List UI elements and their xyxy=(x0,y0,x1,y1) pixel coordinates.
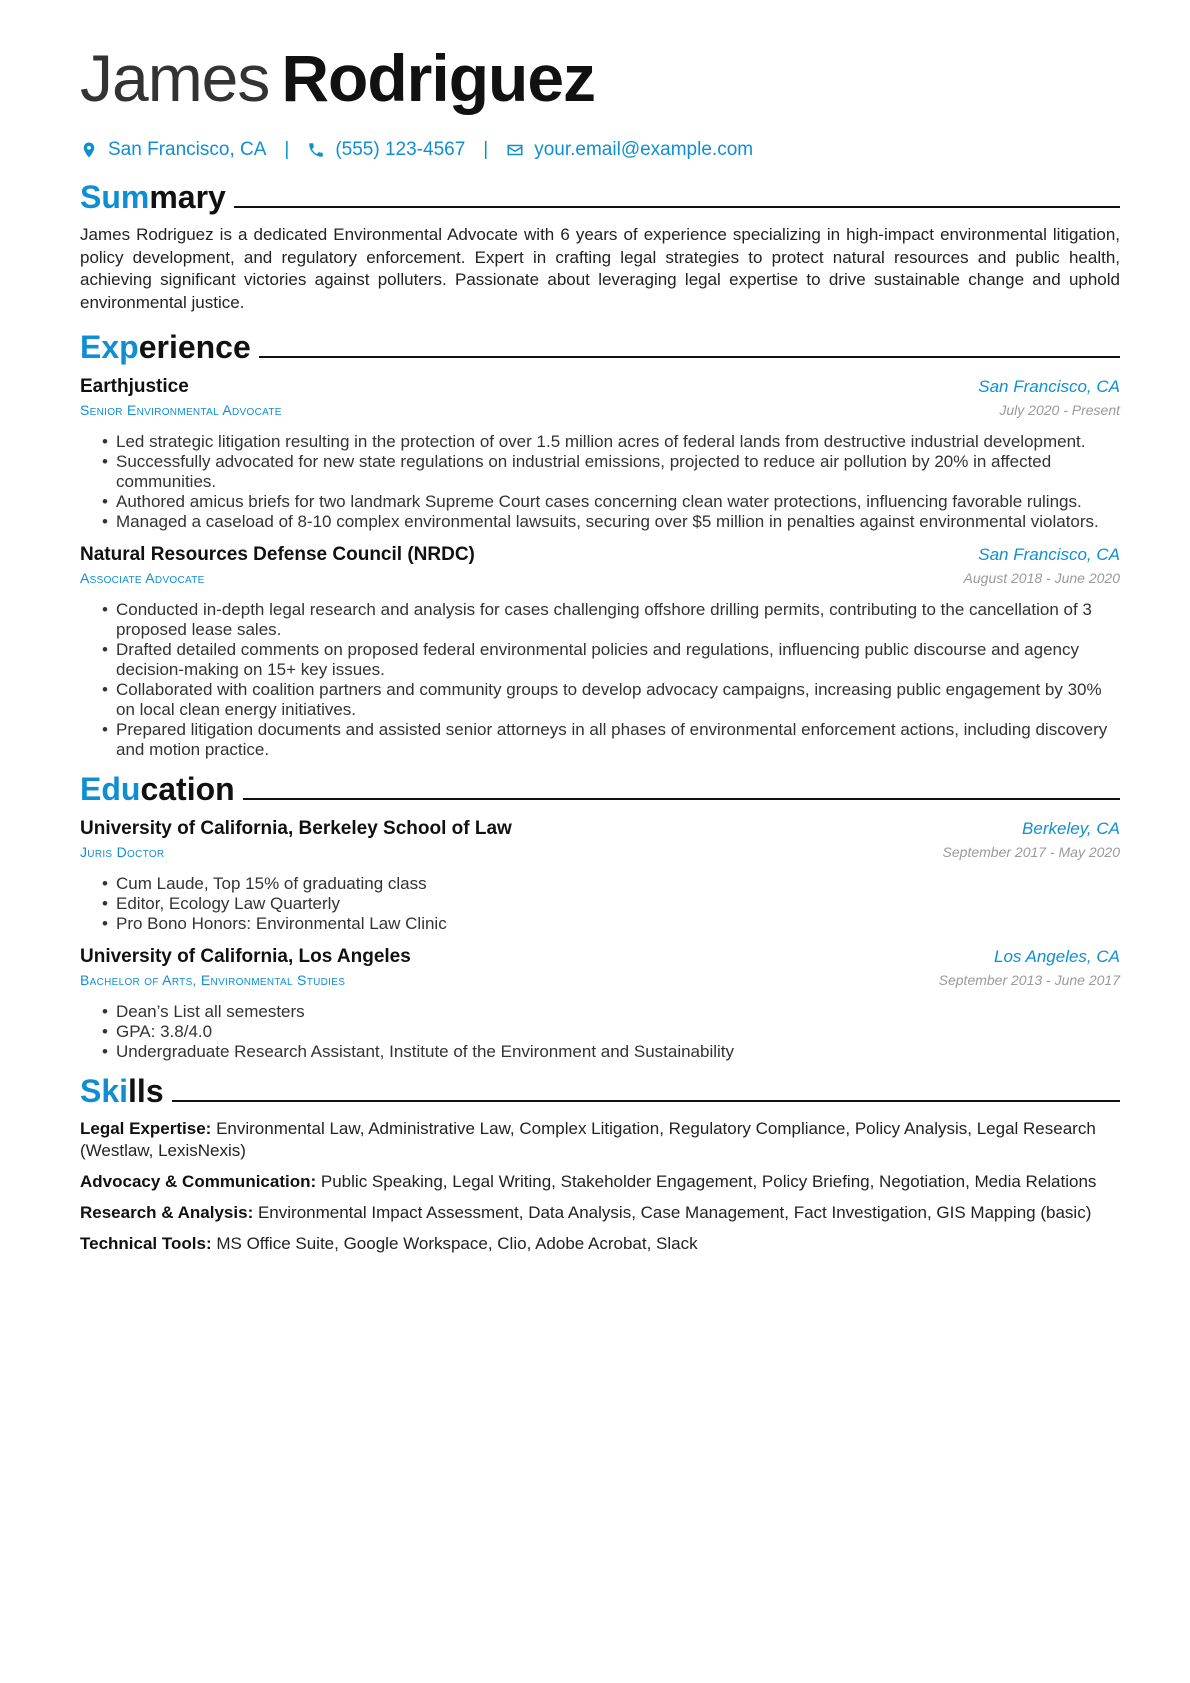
degree: Juris Doctor xyxy=(80,844,165,860)
school-location: Los Angeles, CA xyxy=(994,947,1120,966)
experience-entry xyxy=(80,374,1120,532)
contact-email[interactable] xyxy=(506,139,753,161)
skill-row xyxy=(80,1171,1120,1193)
skill-row xyxy=(80,1202,1120,1224)
bullet-list xyxy=(80,600,1120,760)
location-text: San Francisco, CA xyxy=(108,139,267,160)
section-rule xyxy=(259,356,1120,358)
section-title-rest: lls xyxy=(128,1073,164,1109)
bullet-item: • Drafted detailed comments on proposed federal environmental policies and regulations, influencing public discourse and agency decision-making on 15+ key issues. xyxy=(102,640,1120,680)
bullet-item: • GPA: 3.8/4.0 xyxy=(102,1022,1120,1042)
section-title xyxy=(80,328,251,366)
job-title: Senior Environmental Advocate xyxy=(80,402,282,418)
summary-text: James Rodriguez is a dedicated Environmental Advocate with 6 years of experience specializing in high-impact environmental litigation, policy development, and regulatory enforcement. Expert in crafting legal strategies to protect natural resources and public health, achieving significant victories against polluters. Passionate about leveraging legal expertise to drive sustainable change and uphold environmental justice. xyxy=(80,225,1120,312)
skill-row xyxy=(80,1118,1120,1162)
job-location: San Francisco, CA xyxy=(978,545,1120,564)
bullet-list xyxy=(80,432,1120,532)
section-title-rest: cation xyxy=(140,771,235,807)
job-title: Associate Advocate xyxy=(80,570,205,586)
section-title-accent: Edu xyxy=(80,771,141,807)
bullet-item: • Pro Bono Honors: Environmental Law Clinic xyxy=(102,914,1120,934)
school-dates: September 2017 - May 2020 xyxy=(942,844,1120,860)
school-location: Berkeley, CA xyxy=(1022,819,1120,838)
skill-label: Legal Expertise: xyxy=(80,1119,212,1138)
experience-entry xyxy=(80,542,1120,760)
employer-name: Natural Resources Defense Council (NRDC) xyxy=(80,544,475,565)
map-marker-icon xyxy=(80,140,98,160)
summary-heading xyxy=(80,178,1120,216)
skill-row xyxy=(80,1233,1120,1255)
section-title xyxy=(80,178,226,216)
education-entry xyxy=(80,816,1120,934)
section-title xyxy=(80,1072,164,1110)
phone-icon xyxy=(307,140,325,160)
contact-separator: | xyxy=(284,139,290,160)
section-title-rest: mary xyxy=(149,179,226,215)
contact-separator: | xyxy=(483,139,489,160)
contact-phone[interactable] xyxy=(307,139,465,161)
skills-heading xyxy=(80,1072,1120,1110)
job-dates: August 2018 - June 2020 xyxy=(963,570,1120,586)
experience-heading xyxy=(80,328,1120,366)
education-heading xyxy=(80,770,1120,808)
skill-label: Advocacy & Communication: xyxy=(80,1172,317,1191)
school-name: University of California, Berkeley School of Law xyxy=(80,818,512,839)
envelope-icon xyxy=(506,140,524,160)
section-title-rest: erience xyxy=(138,329,251,365)
phone-text: (555) 123-4567 xyxy=(335,139,466,160)
section-rule xyxy=(243,798,1120,800)
skill-label: Research & Analysis: xyxy=(80,1203,254,1222)
contact-location xyxy=(80,139,266,161)
skill-value: Environmental Impact Assessment, Data Analysis, Case Management, Fact Investigation, GIS Mapping (basic) xyxy=(257,1203,1092,1222)
school-name: University of California, Los Angeles xyxy=(80,946,411,967)
education-entry xyxy=(80,944,1120,1062)
school-dates: September 2013 - June 2017 xyxy=(938,972,1120,988)
bullet-item: • Dean’s List all semesters xyxy=(102,1002,1120,1022)
contact-bar xyxy=(80,136,1120,164)
bullet-item: • Collaborated with coalition partners and community groups to develop advocacy campaigns, increasing public engagement by 30% on local clean energy initiatives. xyxy=(102,680,1120,720)
bullet-item: • Conducted in-depth legal research and analysis for cases challenging offshore drilling permits, contributing to the cancellation of 3 proposed lease sales. xyxy=(102,600,1120,640)
employer-name: Earthjustice xyxy=(80,376,189,397)
degree: Bachelor of Arts, Environmental Studies xyxy=(80,972,346,988)
bullet-item: • Prepared litigation documents and assisted senior attorneys in all phases of environmental enforcement actions, including discovery and motion practice. xyxy=(102,720,1120,760)
job-dates: July 2020 - Present xyxy=(999,402,1120,418)
skill-value: Environmental Law, Administrative Law, Complex Litigation, Regulatory Compliance, Policy Analysis, Legal Research (Westlaw, LexisNexis) xyxy=(80,1119,1096,1160)
job-location: San Francisco, CA xyxy=(978,377,1120,396)
candidate-name xyxy=(80,40,1120,116)
bullet-item: • Authored amicus briefs for two landmark Supreme Court cases concerning clean water protections, influencing favorable rulings. xyxy=(102,492,1120,512)
skill-value: MS Office Suite, Google Workspace, Clio, Adobe Acrobat, Slack xyxy=(216,1234,698,1253)
bullet-item: • Successfully advocated for new state regulations on industrial emissions, projected to reduce air pollution by 20% in affected communities. xyxy=(102,452,1120,492)
email-link: your.email@example.com xyxy=(534,139,754,160)
first-name: James xyxy=(80,41,270,115)
section-title-accent: Sum xyxy=(80,179,150,215)
bullet-item: • Editor, Ecology Law Quarterly xyxy=(102,894,1120,914)
section-title-accent: Ski xyxy=(80,1073,129,1109)
bullet-item: • Cum Laude, Top 15% of graduating class xyxy=(102,874,1120,894)
skill-value: Public Speaking, Legal Writing, Stakeholder Engagement, Policy Briefing, Negotiation, Media Relations xyxy=(320,1172,1097,1191)
bullet-list xyxy=(80,874,1120,934)
section-rule xyxy=(234,206,1120,208)
section-rule xyxy=(172,1100,1120,1102)
bullet-item: • Led strategic litigation resulting in the protection of over 1.5 million acres of federal lands from destructive industrial development. xyxy=(102,432,1120,452)
last-name: Rodriguez xyxy=(281,41,596,115)
bullet-item: • Undergraduate Research Assistant, Institute of the Environment and Sustainability xyxy=(102,1042,1120,1062)
skill-label: Technical Tools: xyxy=(80,1234,212,1253)
section-title xyxy=(80,770,235,808)
section-title-accent: Exp xyxy=(80,329,139,365)
bullet-list xyxy=(80,1002,1120,1062)
bullet-item: • Managed a caseload of 8-10 complex environmental lawsuits, securing over $5 million in penalties against environmental violators. xyxy=(102,512,1120,532)
